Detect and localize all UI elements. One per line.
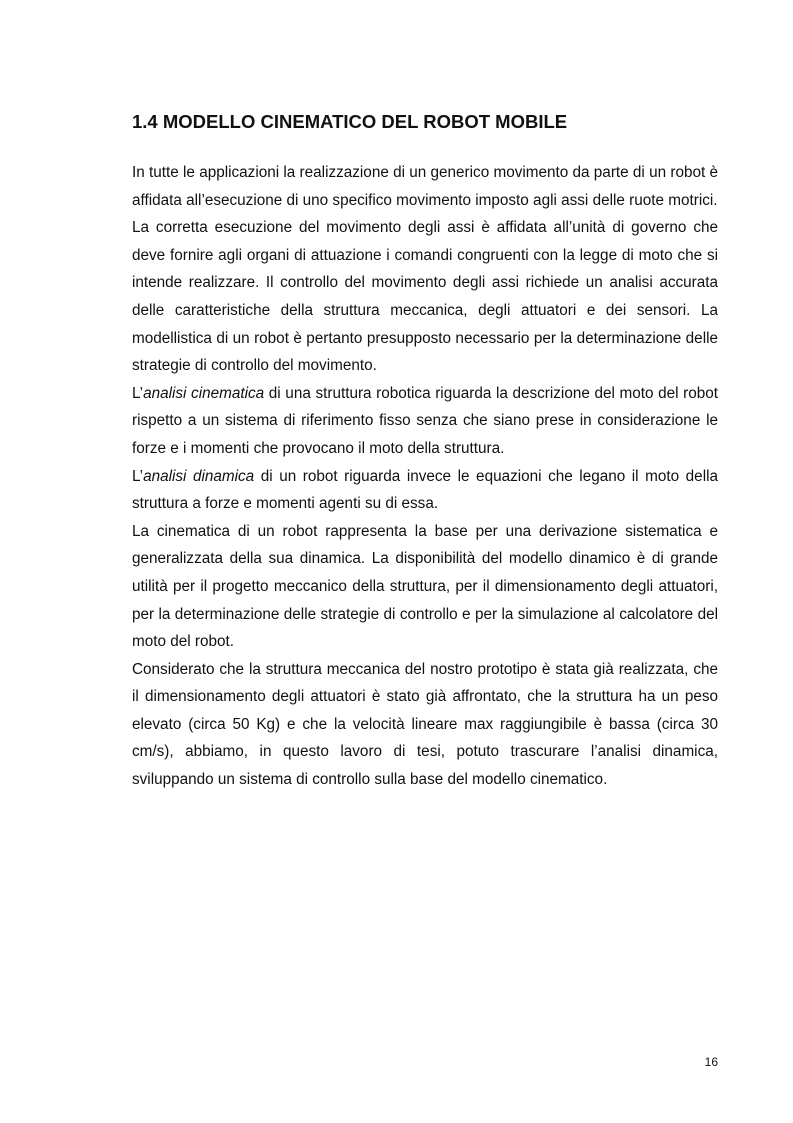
- term-analisi-dinamica: analisi dinamica: [143, 467, 255, 485]
- paragraph-2: La corretta esecuzione del movimento degli assi è affidata all’unità di governo che deve fornire agli organi di attuazione i comandi congruenti con la legge di moto che si intende realizzare. Il controllo del movimento degli assi richiede un analisi accurata delle caratteristiche della struttura meccanica, degli attuatori e dei sensori. La modellistica di un robot è pertanto presupposto necessario per la determinazione delle strategie di controllo del movimento.: [132, 219, 718, 375]
- paragraph-6: Considerato che la struttura meccanica del nostro prototipo è stata già realizzata, che il dimensionamento degli attuatori è stato già affrontato, che la struttura ha un peso elevato (circa 50 Kg) e che la velocità lineare max raggiungibile è bassa (circa 30 cm/s), abbiamo, in questo lavoro di tesi, potuto trascurare l’analisi dinamica, sviluppando un sistema di controllo sulla base del modello cinematico.: [132, 660, 718, 789]
- page-number: 16: [704, 1055, 718, 1069]
- paragraph-5: La cinematica di un robot rappresenta la base per una derivazione sistematica e generalizzata della sua dinamica. La disponibilità del modello dinamico è di grande utilità per il progetto meccanico della struttura, per il dimensionamento degli attuatori, per la determinazione delle strategie di controllo e per la simulazione al calcolatore del moto del robot.: [132, 522, 718, 651]
- paragraph-3: [132, 380, 718, 463]
- body-text: [132, 159, 718, 794]
- paragraph-4: [132, 463, 718, 518]
- term-analisi-cinematica: analisi cinematica: [143, 384, 265, 402]
- paragraph-3-rest: di una struttura robotica riguarda la descrizione del moto del robot rispetto a un sistema di riferimento fisso senza che siano prese in considerazione le forze e i momenti che provocano il moto della struttura.: [132, 384, 719, 457]
- paragraph-3-prefix: L’: [132, 384, 144, 402]
- section-heading: 1.4 MODELLO CINEMATICO DEL ROBOT MOBILE: [132, 111, 568, 132]
- paragraph-4-prefix: L’: [132, 467, 144, 485]
- paragraph-1: In tutte le applicazioni la realizzazione di un generico movimento da parte di un robot è affidata all’esecuzione di uno specifico movimento imposto agli assi delle ruote motrici.: [132, 164, 718, 209]
- paragraph-4-rest: di un robot riguarda invece le equazioni che legano il moto della struttura a forze e momenti agenti su di essa.: [132, 467, 718, 513]
